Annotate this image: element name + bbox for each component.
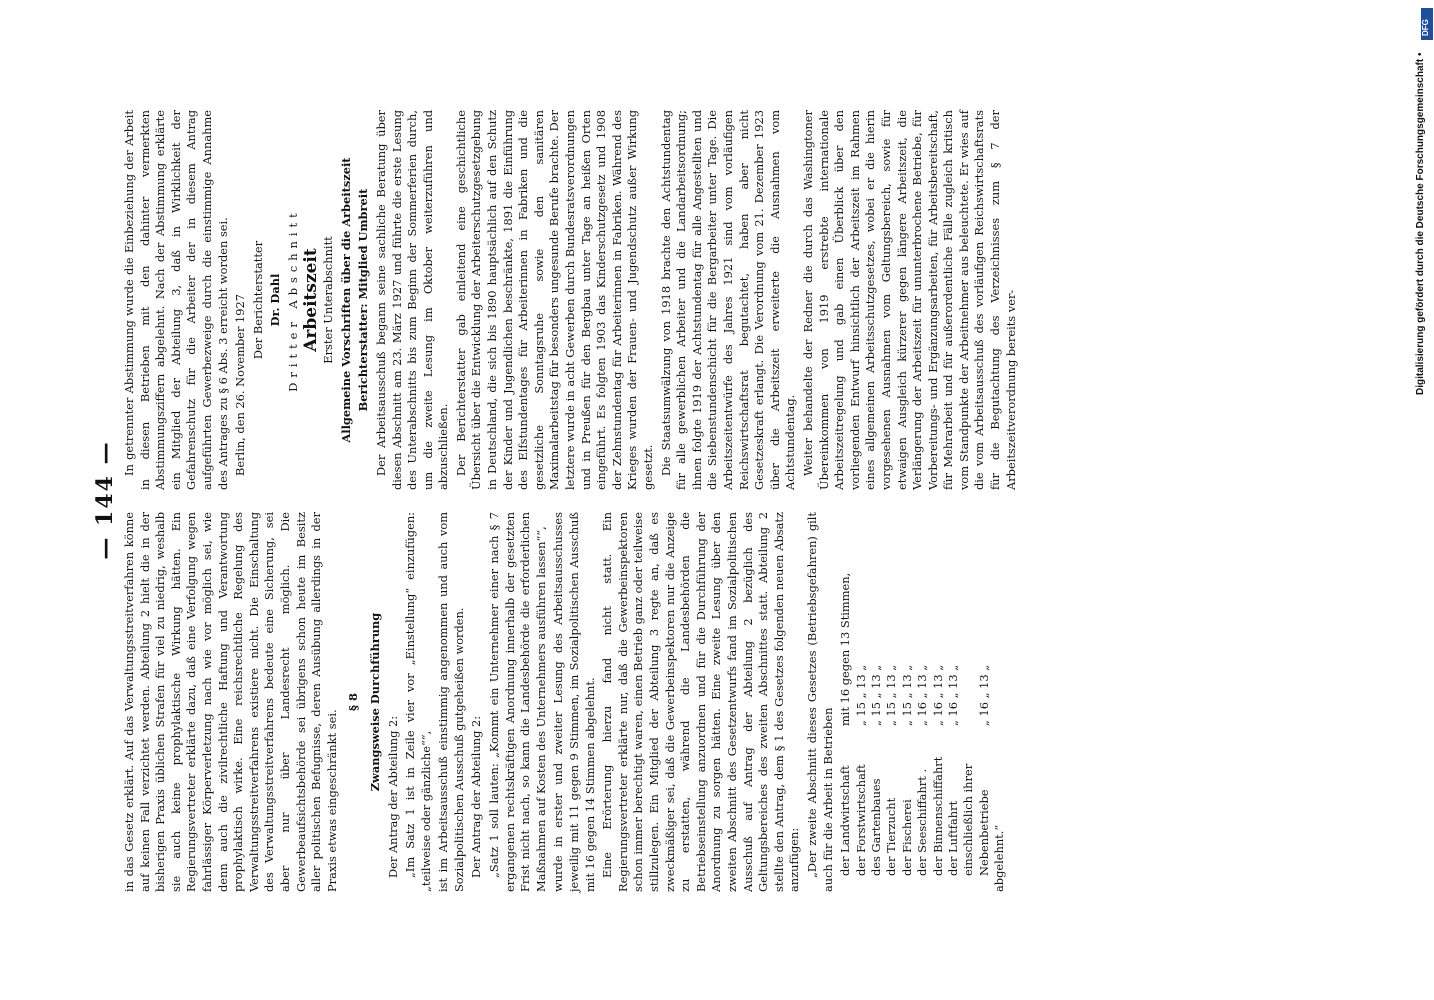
vote-row	[915, 512, 930, 892]
section-number: § 8	[346, 693, 361, 711]
vote-table	[838, 512, 992, 892]
vote-result: „ 16 „ 13 „	[945, 664, 960, 726]
rapporteur-line: Berichterstatter: Mitglied Umbreit	[356, 188, 371, 412]
reporter-name: Dr. Dahl	[268, 273, 283, 327]
vote-row	[946, 512, 961, 892]
vote-result: „ 16 „ 13 „	[976, 664, 991, 726]
part-heading: Dritter Abschnitt	[285, 208, 300, 392]
dfg-logo-icon	[1421, 8, 1433, 40]
paragraph: Eine Erörterung hierzu fand nicht statt. Ein Regierungsvertreter erklärte nur, daß die Gewerbeinspektoren schon immer berechtigt waren, einen Betrieb ganz oder teilweise stillzulegen. Ein Mitglied der Abteilung 3 regte an, daß es zweckmäßiger sei, daß die Gewerbeinspektoren nur die Anzeige zu erstatten, während die Landesbehörden die Betriebseinstellung anzuordnen und für die Durchführung der Anordnung zu sorgen hätten. Eine zweite Lesung über den zweiten Abschnitt des Gesetzentwurfs fand im Sozialpolitischen Ausschuß auf Antrag der Abteilung 2 bezüglich des Geltungsbereiches des zweiten Abschnittes statt. Abteilung 2 stellte den Antrag, dem § 1 des Gesetzes folgenden neuen Absatz anzufügen:	[600, 512, 802, 892]
paragraph: Die Staatsumwälzung von 1918 brachte den Achtstundentag für alle gewerblichen Arbeiter und die Landarbeitsordnung; ihnen folgte 1919 der Achtstundentag für alle Angestellten und die Siebenstundenschicht für die Bergarbeiter unter Tage. Die Arbeitszeitentwürfe des Jahres 1921 sind vom vorläufigen Reichswirtschaftsrat begutachtet, haben aber nicht Gesetzeskraft erlangt. Die Verordnung vom 21. Dezember 1923 über die Arbeitszeit erweiterte die Ausnahmen vom Achtstundentag.	[658, 110, 798, 490]
vote-result: „ 15 „ 13 „	[899, 664, 914, 726]
vote-result: „ 15 „ 13 „	[884, 664, 899, 726]
vote-sector: der Luftfahrt	[945, 800, 960, 876]
vote-sector: des Gartenbaues	[868, 778, 883, 876]
vote-sector: einschließlich ihrer	[961, 763, 976, 876]
credit-text: Digitalisierung gefördert durch die Deutsche Forschungsgemeinschaft •	[1415, 52, 1426, 395]
vote-row	[900, 512, 915, 892]
rotated-page-content	[92, 100, 1342, 900]
paragraph: In getrennter Abstimmung wurde die Einbeziehung der Arbeit in diesen Betrieben mit den dahinter vermerkten Abstimmungsziffern abgelehnt. Nach der Abstimmung erklärte ein Mitglied der Abteilung 3, daß in Wirklichkeit der Gefahrenschutz für die Arbeiter der in diesem Antrag aufgeführten Gewerbezweige durch die einstimmige Annahme des Antrages zu § 6 Abs. 3 erreicht worden sei.	[122, 110, 230, 490]
subsection-title: Allgemeine Vorschriften über die Arbeitszeit	[338, 157, 353, 443]
vote-sector: der Forstwirtschaft	[853, 764, 868, 876]
logo-text: DFG	[1421, 19, 1430, 36]
paragraph: „Satz 1 soll lauten: „Kommt ein Unternehmer einer nach § 7 ergangenen rechtskräftigen Anordnung innerhalb der gesetzten Frist nicht nach, so kann die Landesbehörde die erforderlichen Maßnahmen auf Kosten des Unternehmers ausführen lassen““,	[487, 512, 548, 892]
vote-result: „ 15 „ 13 „	[853, 664, 868, 726]
paragraph: Der Antrag der Abteilung 2:	[469, 715, 484, 878]
vote-result: „ 16 „ 13 „	[930, 664, 945, 726]
vote-sector: Nebenbetriebe	[976, 789, 991, 876]
paragraph: Der Berichterstatter gab einleitend eine geschichtliche Übersicht über die Entwicklung der Arbeiterschutzgesetzgebung in Deutschland, die sich bis 1890 hauptsächlich auf den Schutz der Kinder und Jugendlichen beschränkte, 1891 die Einführung des Elfstundentages für Arbeiterinnen in Fabriken und die gesetzliche Sonntagsruhe sowie den sanitären Maximalarbeitstag für besonders ungesunde Berufe brachte. Der letztere wurde in acht Gewerben durch Bundesratsverordnungen und in Preußen für den Bergbau unter Tage an heißen Orten eingeführt. Es folgten 1903 das Kinderschutzgesetz und 1908 der Zehnstundentag für Arbeiterinnen in Fabriken. Während des Krieges wurden der Frauen- und Jugendschutz außer Wirkung gesetzt.	[453, 110, 655, 490]
vote-result	[961, 512, 976, 726]
vote-sector: der Seeschiffahrt .	[915, 768, 930, 876]
right-column	[122, 110, 1021, 490]
vote-row	[884, 512, 899, 892]
vote-row	[854, 512, 869, 892]
paragraph: abgelehnt.“	[992, 824, 1007, 892]
section-title: Zwangsweise Durchführung	[367, 612, 382, 792]
vote-sector: der Tierzucht	[884, 797, 899, 876]
left-column	[122, 512, 1010, 892]
paragraph: ist im Arbeitsausschuß einstimmig angenommen und auch vom Sozialpolitischen Ausschuß gutgeheißen worden.	[436, 512, 466, 892]
vote-result: „ 15 „ 13 „	[868, 664, 883, 726]
vote-result: mit 16 gegen 13 Stimmen,	[838, 572, 853, 726]
paragraph: wurde in erster und zweiter Lesung des Arbeitsausschusses jeweilig mit 11 gegen 9 Stimmen, im Sozialpolitischen Ausschuß mit 16 gegen 14 Stimmen abgelehnt.	[551, 512, 597, 892]
reporter-label: Der Berichterstatter	[250, 240, 265, 360]
digitization-credit	[1405, 0, 1434, 1000]
paragraph: „Im Satz 1 ist in Zeile vier vor „Einstellung“ einzufügen: „teilweise oder gänzliche““,	[403, 512, 433, 892]
paragraph: Der Arbeitsausschuß begann seine sachliche Beratung über diesen Abschnitt am 23. März 1927 und führte die erste Lesung des Unterabschnitts bis zum Beginn der Sommerferien durch, um die zweite Lesung im Oktober weiterzuführen und abzuschließen.	[373, 110, 451, 490]
vote-row	[838, 512, 853, 892]
vote-row	[977, 512, 992, 892]
vote-sector: der Landwirtschaft	[838, 765, 853, 876]
paragraph: Der Antrag der Abteilung 2:	[385, 715, 400, 878]
subsection-heading: Erster Unterabschnitt	[321, 236, 336, 364]
vote-result: „ 16 „ 13 „	[915, 664, 930, 726]
vote-sector: der Fischerei	[899, 799, 914, 876]
vote-row	[931, 512, 946, 892]
vote-row	[869, 512, 884, 892]
vote-sector: der Binnenschiffahrt	[930, 756, 945, 876]
dateline: Berlin, den 26. November 1927	[233, 293, 248, 476]
paragraph: in das Gesetz erklärt. Auf das Verwaltungsstreitverfahren könne auf keinen Fall verzichtet werden. Abteilung 2 hielt die in der bisherigen Praxis üblichen Strafen für viel zu niedrig, weshalb sie auch keine prophylaktische Wirkung hätten. Ein Regierungsvertreter erklärte dazu, daß eine Verfolgung wegen fahrlässiger Körperverletzung nach wie vor möglich sei, wie denn auch die zivilrechtliche Haftung und Verantwortung prophylaktisch wirke. Eine reichsrechtliche Regelung des Verwaltungsstreitverfahrens existiere nicht. Die Einschaltung des Verwaltungsstreitverfahrens bedeute eine Sicherung, sei aber nur über Landesrecht möglich. Die Gewerbeaufsichtsbehörde sei übrigens schon heute im Besitz aller politischen Befugnisse, deren Ausübung allerdings in der Praxis etwas eingeschränkt sei.	[122, 512, 339, 892]
vote-row	[961, 512, 976, 892]
paragraph: Weiter behandelte der Redner die durch das Washingtoner Übereinkommen von 1919 erstrebte internationale Arbeitszeitregelung und gab einen Überblick über den vorliegenden Entwurf hinsichtlich der Arbeitszeit im Rahmen eines allgemeinen Arbeitsschutzgesetzes, wobei er die hierin vorgesehenen Ausnahmen vom Geltungsbereich, sowie für etwaigen Ausgleich kürzerer gegen längere Arbeitszeit, die Verlängerung der Arbeitszeit für ununterbrochene Betriebe, für Vorbereitungs- und Ergänzungsarbeiten, für Arbeitsbereitschaft, für Mehrarbeit und für außerordentliche Fälle zugleich kritisch vom Standpunkte der Arbeitnehmer aus beleuchtete. Er wies auf die vom Arbeitsausschuß des vorläufigen Reichswirtschaftsrats für die Begutachtung des Verzeichnisses zum § 7 der Arbeitszeitverordnung bereits ver-	[800, 110, 1018, 490]
part-title: Arbeitszeit	[300, 248, 321, 352]
page-number: — 144 —	[92, 440, 118, 560]
paragraph: „Der zweite Abschnitt dieses Gesetzes (Betriebsgefahren) gilt auch für die Arbeit in Betrieben	[804, 512, 835, 892]
